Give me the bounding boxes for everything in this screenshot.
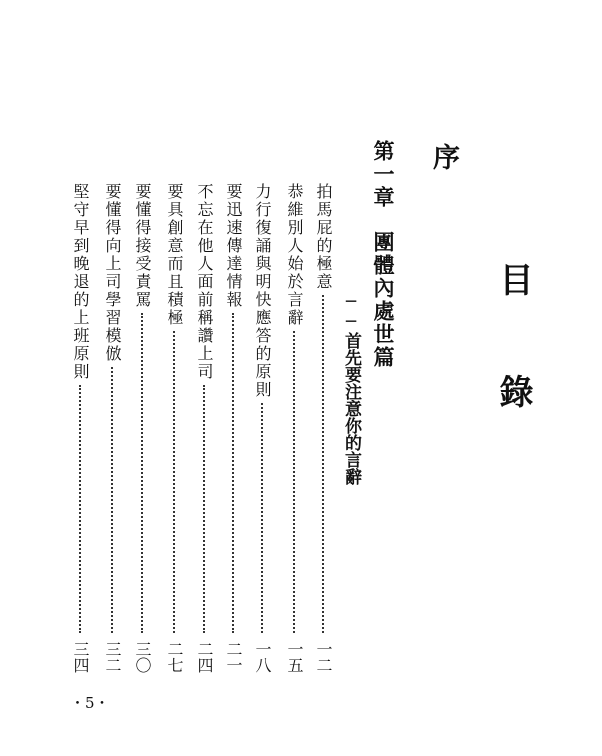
toc-entry-title: 恭維別人始於言辭 (285, 183, 304, 327)
toc-entry-page: 二七 (165, 641, 184, 673)
toc-entry-page: 二一 (224, 641, 243, 673)
toc-entry-page: 一二 (314, 641, 333, 673)
toc-entry (104, 183, 124, 673)
section-subtitle: ──首先要注意你的言辭 (341, 292, 361, 485)
toc-leader-dots (203, 385, 205, 633)
toc-entry-page: 二四 (195, 641, 214, 673)
toc-entry-title: 要懂得向上司學習模倣 (103, 183, 122, 363)
toc-heading-char-1: 目 (493, 262, 533, 296)
toc-leader-dots (232, 313, 234, 633)
toc-entry (286, 183, 306, 673)
toc-entry-title: 要懂得接受責罵 (133, 183, 152, 309)
toc-leader-dots (293, 331, 295, 633)
toc-entry (166, 183, 186, 673)
chapter-label: 第一章 (371, 140, 395, 209)
toc-entry (315, 183, 335, 673)
toc-leader-dots (173, 331, 175, 633)
toc-entry (254, 183, 274, 673)
toc-entry-page: 三〇 (133, 641, 152, 673)
page-number: ・5・ (70, 694, 110, 712)
toc-heading-char-2: 錄 (493, 374, 533, 408)
toc-entry-page: 三四 (71, 641, 90, 673)
toc-entry-title: 不忘在他人面前稱讚上司 (195, 183, 214, 381)
toc-entry (225, 183, 245, 673)
toc-entry-title: 要具創意而且積極 (165, 183, 184, 327)
toc-leader-dots (141, 313, 143, 633)
toc-leader-dots (111, 367, 113, 633)
toc-entry (72, 183, 92, 673)
preface-entry: 序 (428, 143, 459, 170)
toc-entry-title: 要迅速傳達情報 (224, 183, 243, 309)
toc-entry-page: 一五 (285, 641, 304, 673)
toc-entry (196, 183, 216, 673)
chapter-title: 團體內處世篇 (371, 231, 395, 369)
toc-entry-title: 力行復誦與明快應答的原則 (253, 183, 272, 399)
toc-leader-dots (79, 385, 81, 633)
chapter-heading (372, 140, 393, 369)
toc-entry (134, 183, 154, 673)
toc-leader-dots (322, 295, 324, 633)
toc-entry-page: 一八 (253, 641, 272, 673)
toc-entry-title: 堅守早到晚退的上班原則 (71, 183, 90, 381)
toc-entry-title: 拍馬屁的極意 (314, 183, 333, 291)
toc-entry-page: 三二 (103, 641, 122, 673)
toc-leader-dots (261, 403, 263, 633)
